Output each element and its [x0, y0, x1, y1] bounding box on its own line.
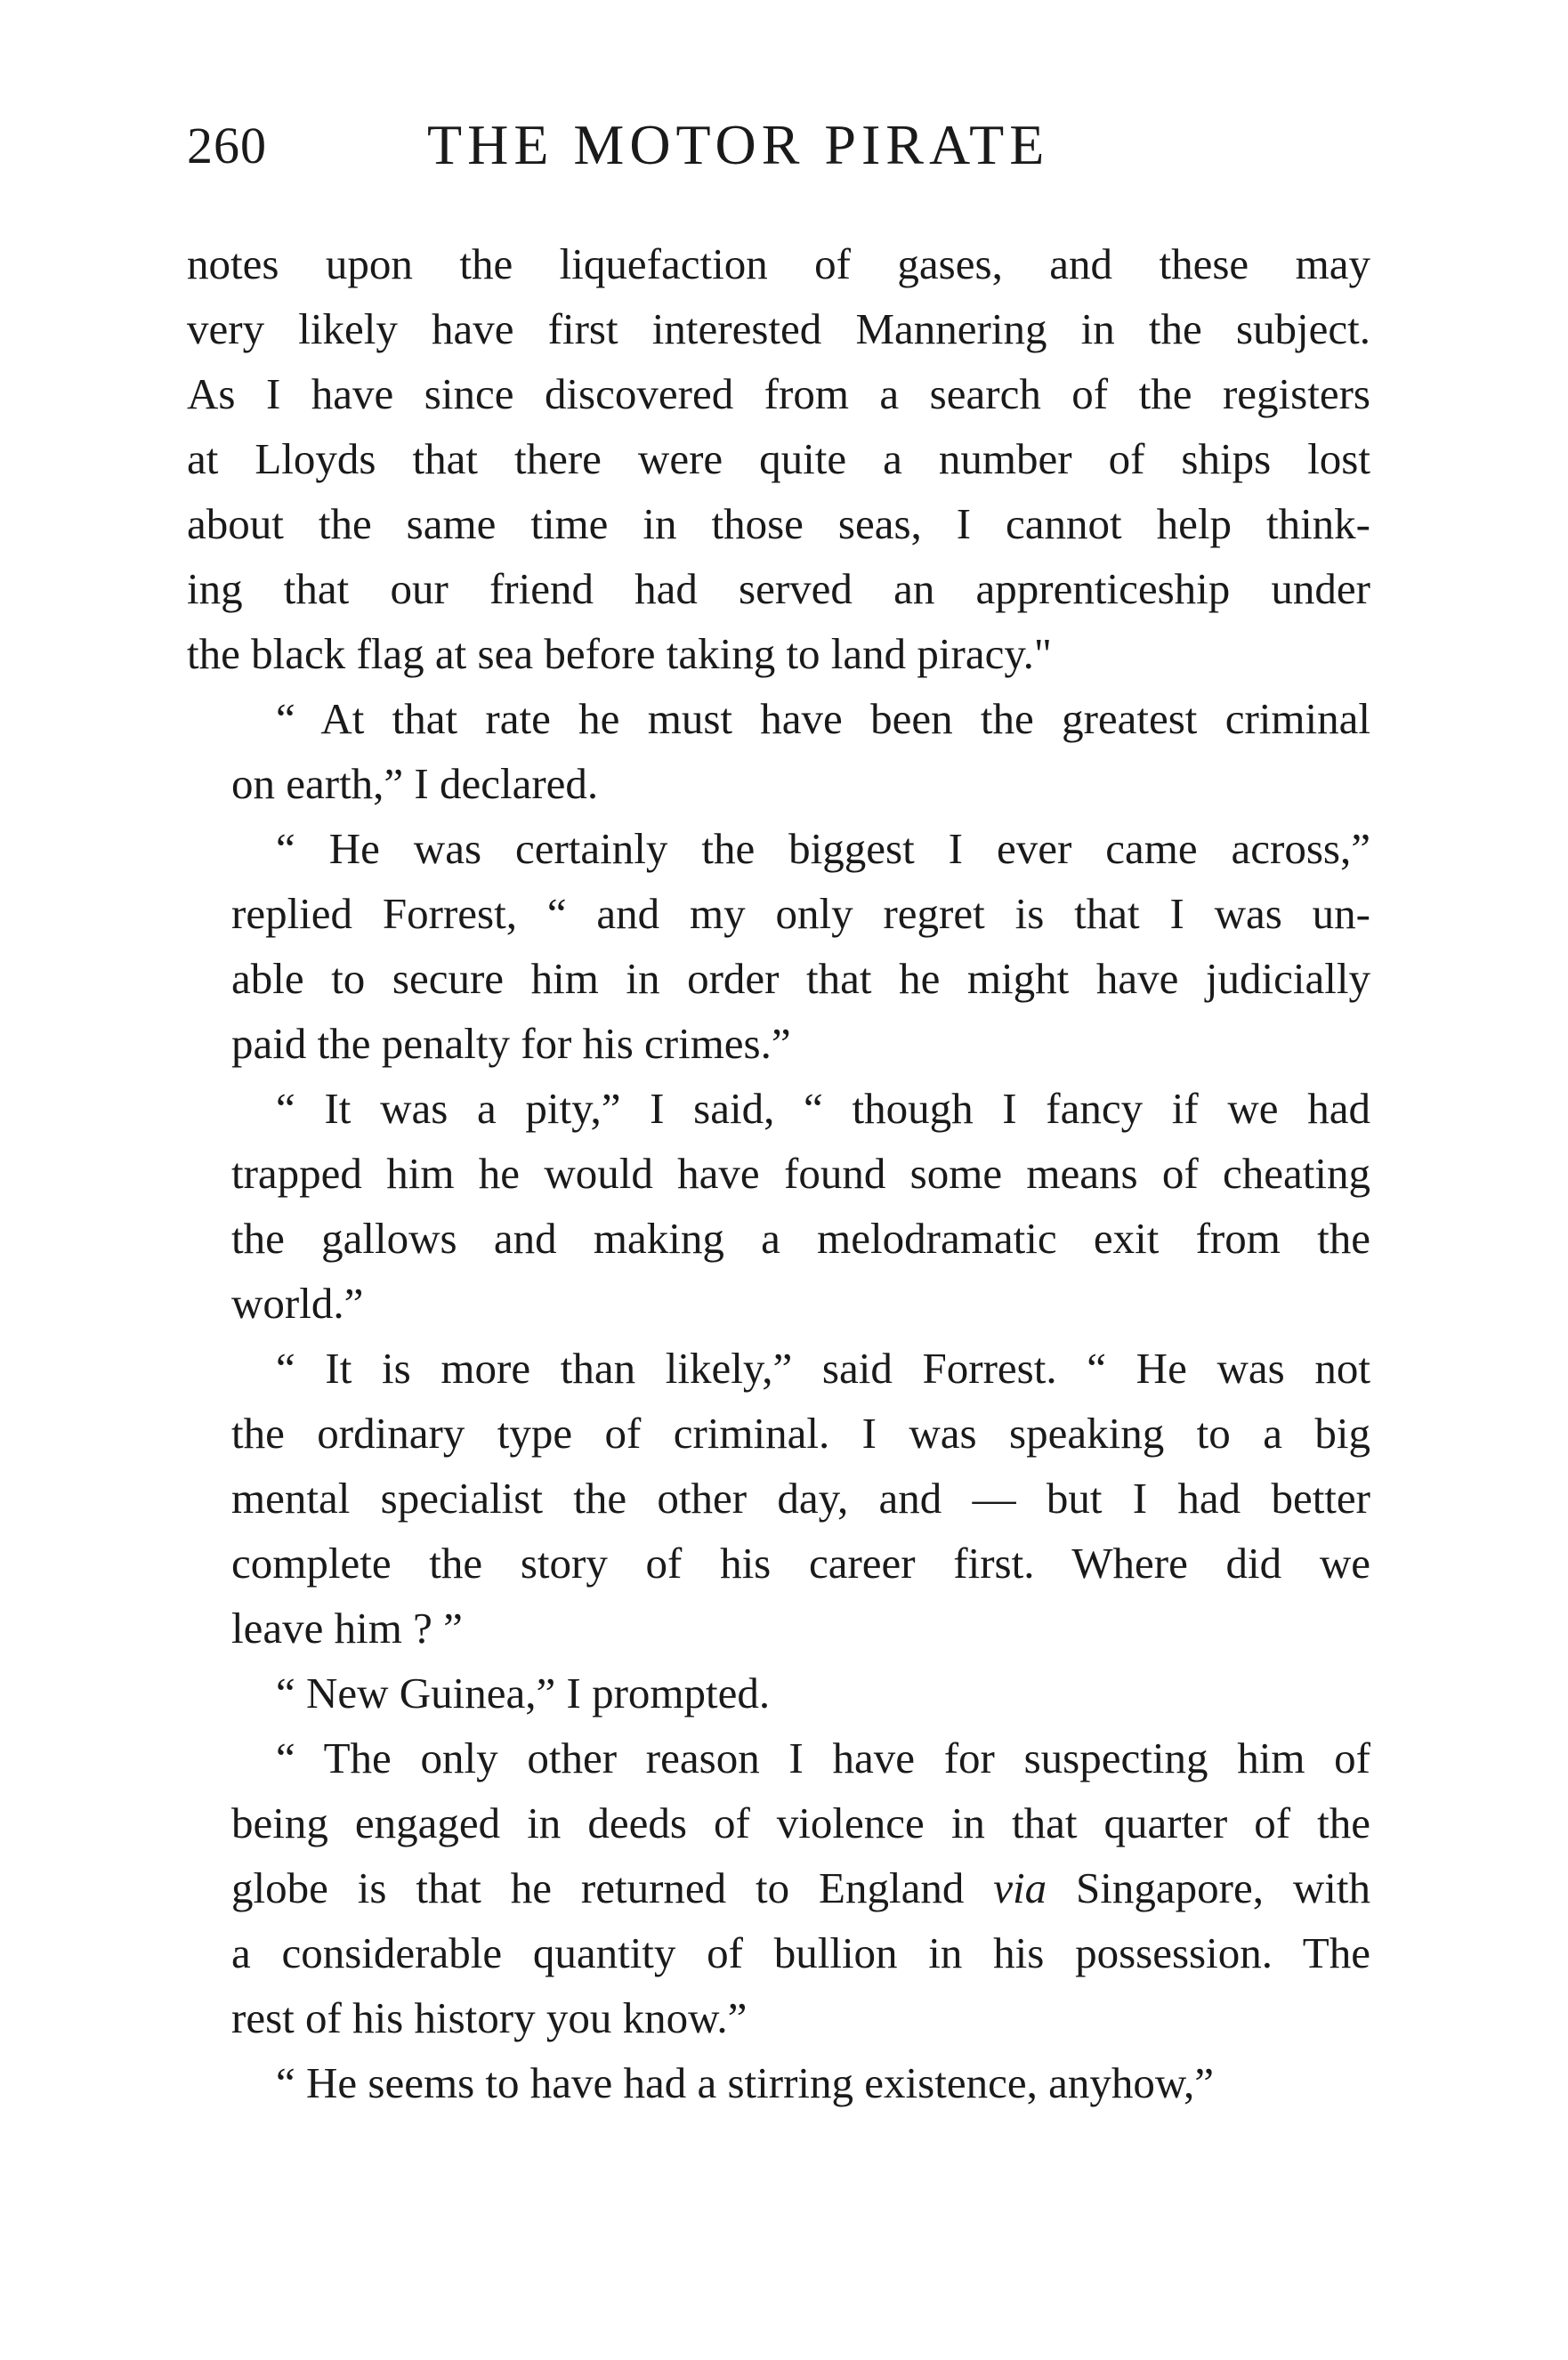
- text-line: notes upon the liquefaction of gases, and these may: [187, 239, 1370, 288]
- text-line: “ It was a pity,” I said, “ though I fancy if we had: [276, 1084, 1370, 1133]
- text-line: very likely have first interested Mannering in the subject.: [187, 304, 1370, 353]
- text-line: about the same time in those seas, I cannot help think-: [187, 499, 1370, 548]
- paragraph: [187, 1076, 1370, 1336]
- paragraph: [187, 816, 1370, 1076]
- paragraph: [187, 1661, 1370, 1726]
- text-line: rest of his history you know.”: [231, 1993, 748, 2042]
- text-line: “ At that rate he must have been the greatest criminal: [276, 694, 1370, 743]
- text-line: “ It is more than likely,” said Forrest. “ He was not: [276, 1344, 1370, 1393]
- text-line: a considerable quantity of bullion in his possession. The: [231, 1928, 1370, 1977]
- book-page: [187, 107, 1370, 2115]
- running-head: [187, 107, 1370, 196]
- text-line: paid the penalty for his crimes.”: [231, 1019, 791, 1068]
- paragraph: [187, 686, 1370, 816]
- text-line: [187, 1855, 1370, 1920]
- text-line: on earth,” I declared.: [231, 759, 599, 808]
- text-line: able to secure him in order that he might have judicially: [231, 954, 1370, 1003]
- paragraph: [187, 1726, 1370, 2050]
- text-line: the ordinary type of criminal. I was speaking to a big: [231, 1409, 1370, 1458]
- text-fragment: Singapore, with: [1047, 1863, 1370, 1912]
- text-line: ing that our friend had served an apprenticeship under: [187, 564, 1370, 613]
- text-line: complete the story of his career first. Where did we: [231, 1539, 1370, 1588]
- page-number: 260: [187, 117, 267, 174]
- text-line: As I have since discovered from a search of the registers: [187, 369, 1370, 418]
- text-line: replied Forrest, “ and my only regret is that I was un-: [231, 889, 1370, 938]
- paragraph: [187, 1336, 1370, 1661]
- text-line: being engaged in deeds of violence in that quarter of the: [231, 1798, 1370, 1847]
- text-fragment: globe is that he returned to England: [231, 1863, 994, 1912]
- text-line: at Lloyds that there were quite a number of ships lost: [187, 434, 1370, 483]
- body-text: [187, 231, 1370, 2115]
- text-line: trapped him he would have found some means of cheating: [231, 1149, 1370, 1198]
- text-line: “ He was certainly the biggest I ever came across,”: [276, 824, 1370, 873]
- running-title: THE MOTOR PIRATE: [427, 113, 1050, 176]
- text-line: mental specialist the other day, and — but I had better: [231, 1474, 1370, 1523]
- italic-word: via: [993, 1863, 1047, 1912]
- text-line: “ New Guinea,” I prompted.: [276, 1669, 771, 1717]
- paragraph: [187, 231, 1370, 686]
- text-line: the black flag at sea before taking to land piracy.": [187, 629, 1052, 678]
- text-line: the gallows and making a melodramatic exit from the: [231, 1214, 1370, 1263]
- text-line: leave him ? ”: [231, 1604, 463, 1653]
- text-line: “ The only other reason I have for suspecting him of: [276, 1734, 1370, 1782]
- text-line: “ He seems to have had a stirring existence, anyhow,”: [276, 2058, 1215, 2107]
- paragraph: [187, 2050, 1370, 2115]
- text-line: world.”: [231, 1279, 364, 1328]
